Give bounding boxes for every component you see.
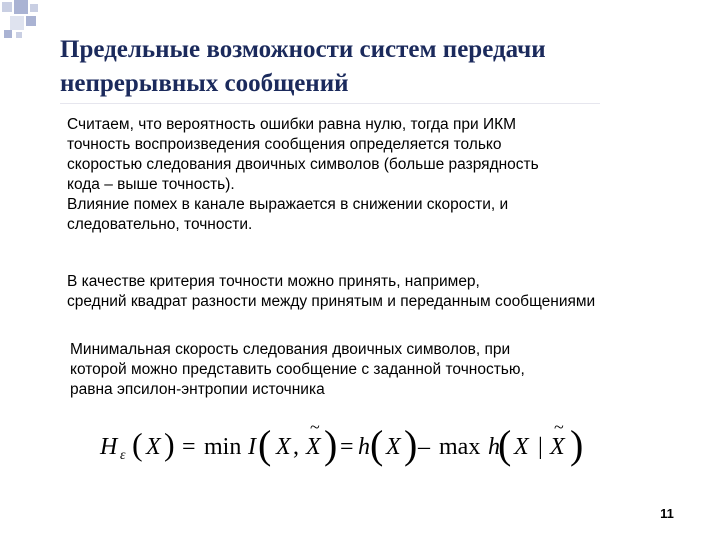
- paragraph-line: Минимальная скорость следования двоичных символов, при: [70, 341, 511, 358]
- formula-operator: max: [439, 434, 481, 460]
- formula-operator: =: [182, 434, 196, 460]
- formula-paren: (: [498, 422, 512, 467]
- formula-symbol: h: [358, 434, 370, 460]
- formula-paren: (: [132, 426, 143, 462]
- formula-paren: ): [570, 422, 584, 467]
- paragraph-line: средний квадрат разности между принятым и переданным сообщениями: [67, 293, 596, 310]
- paragraph-line: равна эпсилон-энтропии источника: [70, 381, 325, 398]
- paragraph-min-speed: [70, 340, 525, 400]
- formula-paren: (: [258, 422, 272, 467]
- paragraph-ikm: [67, 115, 539, 235]
- page-number: 11: [660, 506, 674, 521]
- formula-symbol: X: [386, 434, 401, 460]
- formula-symbol: h: [488, 434, 500, 460]
- paragraph-line: В качестве критерия точности можно принять, например,: [67, 273, 480, 290]
- title-line: непрерывных сообщений: [60, 70, 349, 97]
- formula-paren: ): [324, 422, 338, 467]
- paragraph-line: Считаем, что вероятность ошибки равна нулю, тогда при ИКМ: [67, 116, 517, 133]
- formula-symbol: X: [276, 434, 291, 460]
- formula-symbol: X: [306, 434, 321, 460]
- formula-operator: =: [340, 434, 354, 460]
- formula-operator: min: [204, 434, 242, 460]
- formula-symbol: I: [248, 434, 256, 460]
- formula-paren: ): [164, 426, 175, 462]
- formula-operator: |: [538, 434, 543, 460]
- formula-operator: –: [418, 434, 430, 460]
- epsilon-entropy-formula: [96, 420, 596, 470]
- formula-symbol: H: [100, 434, 118, 460]
- paragraph-line: Влияние помех в канале выражается в снижении скорости, и: [67, 196, 509, 213]
- formula-paren: ): [404, 422, 418, 467]
- formula-operator: ,: [293, 434, 299, 460]
- formula-symbol: X: [550, 434, 565, 460]
- corner-decoration: [0, 0, 50, 42]
- formula-symbol: ~: [310, 420, 320, 437]
- formula-symbol: ε: [120, 448, 126, 463]
- formula-symbol: X: [514, 434, 529, 460]
- paragraph-line: скоростью следования двоичных символов (больше разрядность: [67, 156, 539, 173]
- title-line: Предельные возможности систем передачи: [60, 36, 546, 63]
- formula-symbol: ~: [554, 420, 564, 437]
- paragraph-line: следовательно, точности.: [67, 216, 253, 233]
- title-underline: [60, 103, 600, 104]
- paragraph-criterion: [67, 272, 595, 312]
- slide-title: [60, 33, 680, 101]
- formula-symbol: X: [146, 434, 161, 460]
- formula-paren: (: [370, 422, 384, 467]
- paragraph-line: точность воспроизведения сообщения определяется только: [67, 136, 502, 153]
- paragraph-line: кода – выше точность).: [67, 176, 235, 193]
- paragraph-line: которой можно представить сообщение с заданной точностью,: [70, 361, 525, 378]
